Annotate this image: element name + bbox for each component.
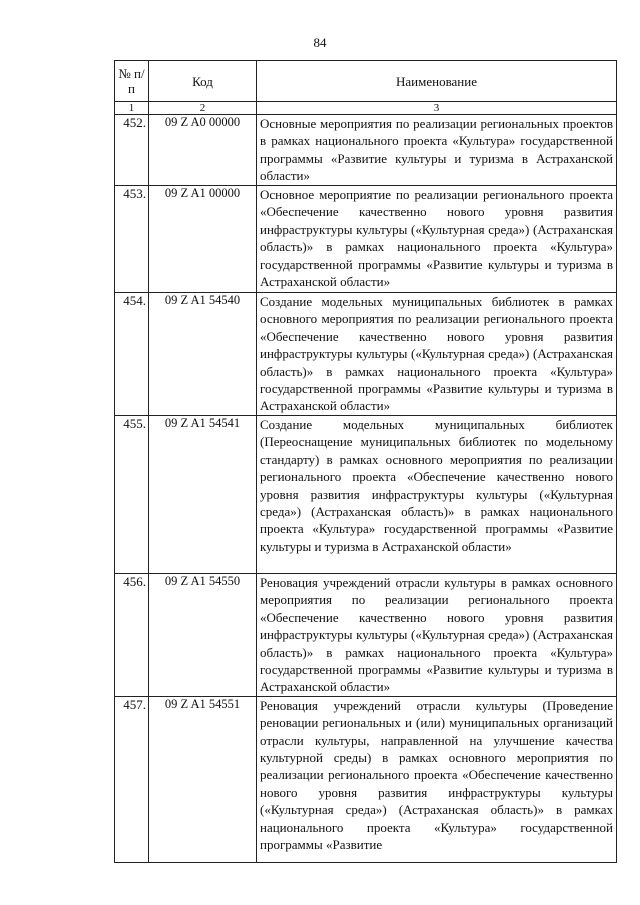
table-row bbox=[115, 416, 617, 574]
row-number: 454. bbox=[115, 293, 149, 416]
row-code: 09 Z A1 54550 bbox=[149, 574, 257, 697]
header-name: Наименование bbox=[257, 61, 617, 102]
row-code: 09 Z A1 54551 bbox=[149, 696, 257, 862]
row-number: 456. bbox=[115, 574, 149, 697]
column-index: 3 bbox=[257, 102, 617, 115]
row-name: Основное мероприятие по реализации регионального проекта «Обеспечение качественно нового уровня развития инфраструктуры культуры («Культурная среда») (Астраханская область)» в рамках национального проекта «Культура» государственной программы «Развитие культуры и туризма в Астраханской области» bbox=[257, 186, 617, 293]
row-number: 457. bbox=[115, 696, 149, 862]
table-row bbox=[115, 696, 617, 862]
row-name: Реновация учреждений отрасли культуры (Проведение реновации региональных и (или) муниципальных организаций отрасли культуры, направленной на улучшение качества культурной среды) в рамках основного мероприятия по реализации регионального проекта «Обеспечение качественно нового уровня развития инфраструктуры культуры («Культурная среда») (Астраханская область)» в рамках национального проекта «Культура» государственной программы «Развитие bbox=[257, 696, 617, 862]
column-index: 1 bbox=[115, 102, 149, 115]
row-code: 09 Z A1 00000 bbox=[149, 186, 257, 293]
column-index: 2 bbox=[149, 102, 257, 115]
row-name: Создание модельных муниципальных библиотек в рамках основного мероприятия по реализации регионального проекта «Обеспечение качественно нового уровня развития инфраструктуры культуры («Культурная среда») (Астраханская область)» в рамках национального проекта «Культура» государственной программы «Развитие культуры и туризма в Астраханской области» bbox=[257, 293, 617, 416]
row-code: 09 Z A0 00000 bbox=[149, 115, 257, 186]
row-name: Создание модельных муниципальных библиотек (Переоснащение муниципальных библиотек по модельному стандарту) в рамках основного мероприятия по реализации регионального проекта «Обеспечение качественно нового уровня развития инфраструктуры культуры («Культурная среда») (Астраханская область)» в рамках национального проекта «Культура» государственной программы «Развитие культуры и туризма в Астраханской области» bbox=[257, 416, 617, 574]
row-name: Реновация учреждений отрасли культуры в рамках основного мероприятия по реализации регионального проекта «Обеспечение качественно нового уровня развития инфраструктуры культуры («Культурная среда») (Астраханская область)» в рамках национального проекта «Культура» государственной программы «Развитие культуры и туризма в Астраханской области» bbox=[257, 574, 617, 697]
row-code: 09 Z A1 54540 bbox=[149, 293, 257, 416]
table-header-row bbox=[115, 61, 617, 102]
table-row bbox=[115, 574, 617, 697]
table-row bbox=[115, 186, 617, 293]
row-name: Основные мероприятия по реализации региональных проектов в рамках национального проекта «Культура» государственной программы «Развитие культуры и туризма в Астраханской области» bbox=[257, 115, 617, 186]
row-number: 453. bbox=[115, 186, 149, 293]
header-number: № п/п bbox=[115, 61, 149, 102]
row-code: 09 Z A1 54541 bbox=[149, 416, 257, 574]
table-row bbox=[115, 115, 617, 186]
table-row bbox=[115, 293, 617, 416]
budget-classification-table bbox=[114, 60, 617, 863]
row-number: 455. bbox=[115, 416, 149, 574]
header-code: Код bbox=[149, 61, 257, 102]
page-number: 84 bbox=[313, 35, 327, 50]
column-index-row bbox=[115, 102, 617, 115]
row-number: 452. bbox=[115, 115, 149, 186]
